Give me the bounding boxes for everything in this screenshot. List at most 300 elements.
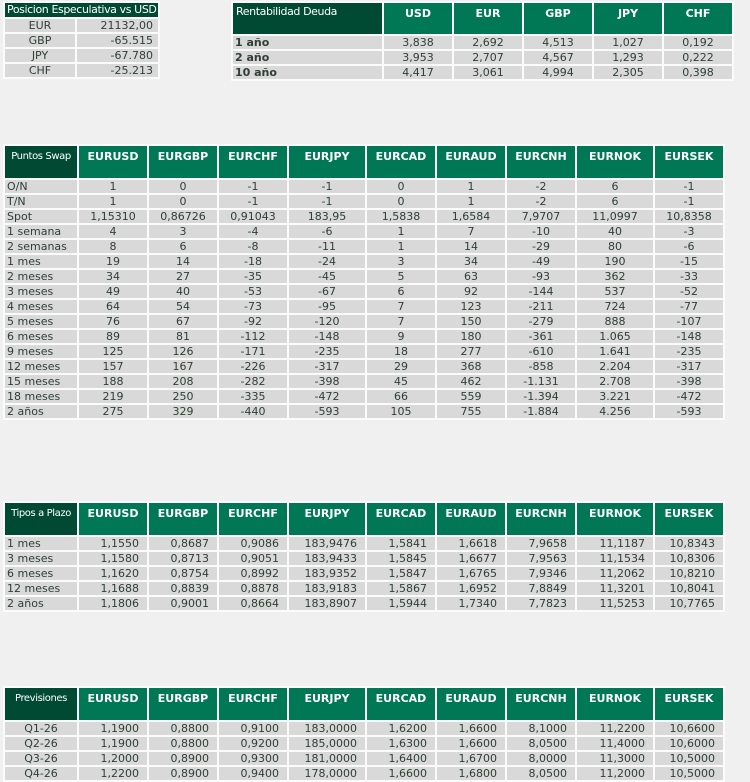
cell-value: 1,1620 bbox=[79, 567, 147, 580]
cell-value: 178,0000 bbox=[289, 767, 365, 780]
plazo-header-row bbox=[5, 503, 723, 535]
cell-value: 180 bbox=[437, 330, 505, 343]
cell-value: 2,707 bbox=[454, 51, 522, 64]
cell-value: 8,0500 bbox=[507, 737, 575, 750]
cell-value: -398 bbox=[289, 375, 365, 388]
cell-value: 1,6800 bbox=[437, 767, 505, 780]
cell-value: 1,5838 bbox=[367, 210, 435, 223]
table-row bbox=[5, 597, 723, 610]
cell-value: -282 bbox=[219, 375, 287, 388]
column-header: EURCHF bbox=[219, 688, 287, 720]
cell-value: 81 bbox=[149, 330, 217, 343]
cell-value: 1,5944 bbox=[367, 597, 435, 610]
row-label: 1 mes bbox=[5, 537, 77, 550]
cell-value: -6 bbox=[289, 225, 365, 238]
cell-value: 559 bbox=[437, 390, 505, 403]
cell-value: 3,061 bbox=[454, 66, 522, 79]
cell-value: -33 bbox=[655, 270, 723, 283]
cell-value: 2,692 bbox=[454, 36, 522, 49]
cell-value: 1,6600 bbox=[437, 737, 505, 750]
cell-value: 0,8800 bbox=[149, 737, 217, 750]
table-row bbox=[5, 285, 723, 298]
row-label: 2 meses bbox=[5, 270, 77, 283]
cell-value: 1 bbox=[79, 180, 147, 193]
cell-value: 10,8210 bbox=[655, 567, 723, 580]
cell-value: 92 bbox=[437, 285, 505, 298]
cell-value: 7 bbox=[437, 225, 505, 238]
cell-value: -15 bbox=[655, 255, 723, 268]
column-header: EURGBP bbox=[149, 146, 217, 178]
cell-value: 49 bbox=[79, 285, 147, 298]
cell-value: 11,1187 bbox=[577, 537, 653, 550]
cell-value: -171 bbox=[219, 345, 287, 358]
cell-value: 11,0997 bbox=[577, 210, 653, 223]
position-value: -67.780 bbox=[77, 49, 158, 62]
cell-value: 8,0000 bbox=[507, 752, 575, 765]
cell-value: 11,2062 bbox=[577, 567, 653, 580]
cell-value: 10,8343 bbox=[655, 537, 723, 550]
cell-value: 1,293 bbox=[594, 51, 662, 64]
cell-value: 4,994 bbox=[524, 66, 592, 79]
table-row bbox=[5, 552, 723, 565]
cell-value: 14 bbox=[437, 240, 505, 253]
cell-value: -95 bbox=[289, 300, 365, 313]
cell-value: -335 bbox=[219, 390, 287, 403]
cell-value: 150 bbox=[437, 315, 505, 328]
cell-value: 6 bbox=[149, 240, 217, 253]
row-label: Q2-26 bbox=[5, 737, 77, 750]
cell-value: 8,1000 bbox=[507, 722, 575, 735]
cell-value: 105 bbox=[367, 405, 435, 418]
table-row bbox=[5, 752, 723, 765]
cell-value: -112 bbox=[219, 330, 287, 343]
row-label: 9 meses bbox=[5, 345, 77, 358]
cell-value: 29 bbox=[367, 360, 435, 373]
table-row bbox=[233, 51, 732, 64]
cell-value: 27 bbox=[149, 270, 217, 283]
column-header: EURUSD bbox=[79, 146, 147, 178]
table-row bbox=[5, 767, 723, 780]
cell-value: 4.256 bbox=[577, 405, 653, 418]
column-header: EURJPY bbox=[289, 503, 365, 535]
table-row bbox=[5, 405, 723, 418]
cell-value: 219 bbox=[79, 390, 147, 403]
cell-value: 462 bbox=[437, 375, 505, 388]
cell-value: -67 bbox=[289, 285, 365, 298]
table-row bbox=[5, 270, 723, 283]
table-row bbox=[5, 345, 723, 358]
table-row bbox=[5, 330, 723, 343]
cell-value: -52 bbox=[655, 285, 723, 298]
cell-value: -317 bbox=[289, 360, 365, 373]
cell-value: 0 bbox=[367, 195, 435, 208]
column-header: EURNOK bbox=[577, 688, 653, 720]
cell-value: 14 bbox=[149, 255, 217, 268]
cell-value: 7,9658 bbox=[507, 537, 575, 550]
cell-value: 0,9086 bbox=[219, 537, 287, 550]
table-row bbox=[5, 582, 723, 595]
row-label: 6 meses bbox=[5, 567, 77, 580]
cell-value: -1 bbox=[655, 195, 723, 208]
cell-value: 183,9433 bbox=[289, 552, 365, 565]
row-label: 3 meses bbox=[5, 285, 77, 298]
table-row bbox=[5, 64, 158, 77]
cell-value: 11,2000 bbox=[577, 767, 653, 780]
row-label: O/N bbox=[5, 180, 77, 193]
cell-value: 1,027 bbox=[594, 36, 662, 49]
cell-value: -1 bbox=[219, 195, 287, 208]
table-row bbox=[5, 225, 723, 238]
table-row bbox=[5, 240, 723, 253]
cell-value: 1,6700 bbox=[437, 752, 505, 765]
puntos-swap-table bbox=[3, 144, 725, 420]
cell-value: -2 bbox=[507, 180, 575, 193]
cell-value: 1,6300 bbox=[367, 737, 435, 750]
column-header: EURAUD bbox=[437, 688, 505, 720]
column-header: EURCNH bbox=[507, 146, 575, 178]
cell-value: 0,8839 bbox=[149, 582, 217, 595]
cell-value: 10,8041 bbox=[655, 582, 723, 595]
cell-value: 89 bbox=[79, 330, 147, 343]
cell-value: -1.394 bbox=[507, 390, 575, 403]
table-row bbox=[5, 315, 723, 328]
cell-value: 10,8306 bbox=[655, 552, 723, 565]
row-label: 4 meses bbox=[5, 300, 77, 313]
column-header: JPY bbox=[594, 3, 662, 34]
column-header: EURUSD bbox=[79, 688, 147, 720]
cell-value: 0 bbox=[149, 180, 217, 193]
cell-value: 1,1550 bbox=[79, 537, 147, 550]
cell-value: -49 bbox=[507, 255, 575, 268]
column-header: CHF bbox=[664, 3, 732, 34]
cell-value: 1,6600 bbox=[367, 767, 435, 780]
cell-value: -858 bbox=[507, 360, 575, 373]
cell-value: -317 bbox=[655, 360, 723, 373]
cell-value: 0 bbox=[367, 180, 435, 193]
cell-value: 183,95 bbox=[289, 210, 365, 223]
row-label: 2 semanas bbox=[5, 240, 77, 253]
column-header: EURSEK bbox=[655, 146, 723, 178]
row-label: 2 años bbox=[5, 405, 77, 418]
cell-value: 80 bbox=[577, 240, 653, 253]
cell-value: 1,6677 bbox=[437, 552, 505, 565]
table-row bbox=[5, 300, 723, 313]
cell-value: -235 bbox=[289, 345, 365, 358]
currency-label: GBP bbox=[5, 34, 75, 47]
cell-value: 1,1688 bbox=[79, 582, 147, 595]
cell-value: 1,6618 bbox=[437, 537, 505, 550]
cell-value: -148 bbox=[289, 330, 365, 343]
cell-value: 188 bbox=[79, 375, 147, 388]
cell-value: 1,7340 bbox=[437, 597, 505, 610]
cell-value: -4 bbox=[219, 225, 287, 238]
cell-value: 3,953 bbox=[384, 51, 452, 64]
cell-value: 208 bbox=[149, 375, 217, 388]
table-row bbox=[233, 66, 732, 79]
row-label: 1 mes bbox=[5, 255, 77, 268]
cell-value: -35 bbox=[219, 270, 287, 283]
cell-value: 1 bbox=[367, 225, 435, 238]
cell-value: -18 bbox=[219, 255, 287, 268]
cell-value: -1.131 bbox=[507, 375, 575, 388]
cell-value: 183,9476 bbox=[289, 537, 365, 550]
cell-value: 7,9707 bbox=[507, 210, 575, 223]
row-label: 1 año bbox=[233, 36, 382, 49]
column-header: USD bbox=[384, 3, 452, 34]
cell-value: 250 bbox=[149, 390, 217, 403]
table-row bbox=[5, 567, 723, 580]
row-label: Q3-26 bbox=[5, 752, 77, 765]
cell-value: 7,7823 bbox=[507, 597, 575, 610]
cell-value: 125 bbox=[79, 345, 147, 358]
row-label: T/N bbox=[5, 195, 77, 208]
plazo-title: Tipos a Plazo bbox=[5, 503, 77, 535]
cell-value: -361 bbox=[507, 330, 575, 343]
rentabilidad-header-row bbox=[233, 3, 732, 34]
cell-value: 1.065 bbox=[577, 330, 653, 343]
row-label: 12 meses bbox=[5, 360, 77, 373]
cell-value: 4 bbox=[79, 225, 147, 238]
cell-value: 1 bbox=[79, 195, 147, 208]
cell-value: 7,9346 bbox=[507, 567, 575, 580]
cell-value: -24 bbox=[289, 255, 365, 268]
cell-value: -472 bbox=[289, 390, 365, 403]
cell-value: 10,7765 bbox=[655, 597, 723, 610]
cell-value: 11,3000 bbox=[577, 752, 653, 765]
row-label: Q1-26 bbox=[5, 722, 77, 735]
table-row bbox=[5, 195, 723, 208]
cell-value: 0,86726 bbox=[149, 210, 217, 223]
currency-label: CHF bbox=[5, 64, 75, 77]
cell-value: 0,8900 bbox=[149, 767, 217, 780]
column-header: EURCNH bbox=[507, 688, 575, 720]
cell-value: 9 bbox=[367, 330, 435, 343]
cell-value: 7 bbox=[367, 300, 435, 313]
cell-value: -1.884 bbox=[507, 405, 575, 418]
column-header: GBP bbox=[524, 3, 592, 34]
cell-value: 54 bbox=[149, 300, 217, 313]
cell-value: 3.221 bbox=[577, 390, 653, 403]
column-header: EURAUD bbox=[437, 146, 505, 178]
cell-value: -93 bbox=[507, 270, 575, 283]
row-label: 12 meses bbox=[5, 582, 77, 595]
cell-value: 181,0000 bbox=[289, 752, 365, 765]
cell-value: 8,0500 bbox=[507, 767, 575, 780]
cell-value: 1,5841 bbox=[367, 537, 435, 550]
cell-value: 2.204 bbox=[577, 360, 653, 373]
row-label: 2 año bbox=[233, 51, 382, 64]
cell-value: -45 bbox=[289, 270, 365, 283]
row-label: 18 meses bbox=[5, 390, 77, 403]
cell-value: 34 bbox=[437, 255, 505, 268]
cell-value: -472 bbox=[655, 390, 723, 403]
cell-value: 0,8754 bbox=[149, 567, 217, 580]
cell-value: 183,8907 bbox=[289, 597, 365, 610]
cell-value: 0,8800 bbox=[149, 722, 217, 735]
cell-value: 190 bbox=[577, 255, 653, 268]
table-row bbox=[233, 36, 732, 49]
cell-value: -398 bbox=[655, 375, 723, 388]
cell-value: 1,1900 bbox=[79, 737, 147, 750]
previsiones-title: Previsiones bbox=[5, 688, 77, 720]
table-row bbox=[5, 722, 723, 735]
cell-value: 40 bbox=[149, 285, 217, 298]
cell-value: 185,0000 bbox=[289, 737, 365, 750]
cell-value: -593 bbox=[289, 405, 365, 418]
plazo-body bbox=[5, 537, 723, 610]
cell-value: 275 bbox=[79, 405, 147, 418]
cell-value: 724 bbox=[577, 300, 653, 313]
cell-value: 157 bbox=[79, 360, 147, 373]
cell-value: 0,8664 bbox=[219, 597, 287, 610]
cell-value: 123 bbox=[437, 300, 505, 313]
table-row bbox=[5, 255, 723, 268]
column-header: EURCAD bbox=[367, 146, 435, 178]
column-header: EURCNH bbox=[507, 503, 575, 535]
cell-value: 10,5000 bbox=[655, 767, 723, 780]
cell-value: -1 bbox=[289, 180, 365, 193]
table-row bbox=[5, 49, 158, 62]
cell-value: 1 bbox=[367, 240, 435, 253]
cell-value: 11,1534 bbox=[577, 552, 653, 565]
cell-value: 0,8687 bbox=[149, 537, 217, 550]
column-header: EURJPY bbox=[289, 688, 365, 720]
position-value: 21132,00 bbox=[77, 19, 158, 32]
cell-value: 0,8992 bbox=[219, 567, 287, 580]
posicion-title: Posicion Especulativa vs USD bbox=[7, 3, 157, 16]
previsiones-table bbox=[3, 686, 725, 782]
rentabilidad-title: Rentabilidad Deuda bbox=[233, 3, 382, 34]
cell-value: -279 bbox=[507, 315, 575, 328]
cell-value: 11,4000 bbox=[577, 737, 653, 750]
column-header: EURUSD bbox=[79, 503, 147, 535]
cell-value: -593 bbox=[655, 405, 723, 418]
cell-value: 3 bbox=[149, 225, 217, 238]
cell-value: 8 bbox=[79, 240, 147, 253]
cell-value: 1,6200 bbox=[367, 722, 435, 735]
cell-value: 7,8849 bbox=[507, 582, 575, 595]
cell-value: 7,9563 bbox=[507, 552, 575, 565]
row-label: Spot bbox=[5, 210, 77, 223]
cell-value: 1,6765 bbox=[437, 567, 505, 580]
cell-value: 2,305 bbox=[594, 66, 662, 79]
cell-value: 1,5847 bbox=[367, 567, 435, 580]
currency-label: JPY bbox=[5, 49, 75, 62]
cell-value: 0,9051 bbox=[219, 552, 287, 565]
column-header: EURJPY bbox=[289, 146, 365, 178]
cell-value: 1,5845 bbox=[367, 552, 435, 565]
column-header: EURCAD bbox=[367, 503, 435, 535]
cell-value: 45 bbox=[367, 375, 435, 388]
cell-value: 64 bbox=[79, 300, 147, 313]
cell-value: 10,6600 bbox=[655, 722, 723, 735]
row-label: 5 meses bbox=[5, 315, 77, 328]
cell-value: 0,192 bbox=[664, 36, 732, 49]
column-header: EURCAD bbox=[367, 688, 435, 720]
cell-value: 4,417 bbox=[384, 66, 452, 79]
cell-value: 0,8878 bbox=[219, 582, 287, 595]
cell-value: 0,9300 bbox=[219, 752, 287, 765]
cell-value: 183,9352 bbox=[289, 567, 365, 580]
row-label: 6 meses bbox=[5, 330, 77, 343]
cell-value: 7 bbox=[367, 315, 435, 328]
cell-value: -148 bbox=[655, 330, 723, 343]
cell-value: -1 bbox=[289, 195, 365, 208]
table-row bbox=[5, 375, 723, 388]
cell-value: -77 bbox=[655, 300, 723, 313]
cell-value: 5 bbox=[367, 270, 435, 283]
cell-value: 11,3201 bbox=[577, 582, 653, 595]
cell-value: 0,9400 bbox=[219, 767, 287, 780]
table-row bbox=[5, 737, 723, 750]
cell-value: -235 bbox=[655, 345, 723, 358]
cell-value: 183,0000 bbox=[289, 722, 365, 735]
cell-value: -8 bbox=[219, 240, 287, 253]
cell-value: 10,5000 bbox=[655, 752, 723, 765]
column-header: EURSEK bbox=[655, 688, 723, 720]
cell-value: 18 bbox=[367, 345, 435, 358]
cell-value: -6 bbox=[655, 240, 723, 253]
cell-value: 10,8358 bbox=[655, 210, 723, 223]
cell-value: 368 bbox=[437, 360, 505, 373]
cell-value: -120 bbox=[289, 315, 365, 328]
cell-value: 0,9200 bbox=[219, 737, 287, 750]
currency-label: EUR bbox=[5, 19, 75, 32]
cell-value: -10 bbox=[507, 225, 575, 238]
cell-value: 1 bbox=[437, 180, 505, 193]
swap-header-row bbox=[5, 146, 723, 178]
cell-value: 0,9001 bbox=[149, 597, 217, 610]
row-label: 15 meses bbox=[5, 375, 77, 388]
cell-value: 6 bbox=[577, 195, 653, 208]
cell-value: 2.708 bbox=[577, 375, 653, 388]
row-label: 1 semana bbox=[5, 225, 77, 238]
cell-value: 4,513 bbox=[524, 36, 592, 49]
cell-value: 66 bbox=[367, 390, 435, 403]
cell-value: 11,2200 bbox=[577, 722, 653, 735]
cell-value: -1 bbox=[655, 180, 723, 193]
posicion-body bbox=[5, 19, 158, 77]
column-header: EURSEK bbox=[655, 503, 723, 535]
cell-value: 755 bbox=[437, 405, 505, 418]
table-row bbox=[5, 390, 723, 403]
table-row bbox=[5, 34, 158, 47]
cell-value: 888 bbox=[577, 315, 653, 328]
cell-value: 34 bbox=[79, 270, 147, 283]
cell-value: 1 bbox=[437, 195, 505, 208]
cell-value: 0,91043 bbox=[219, 210, 287, 223]
cell-value: 537 bbox=[577, 285, 653, 298]
cell-value: 1,5867 bbox=[367, 582, 435, 595]
cell-value: -144 bbox=[507, 285, 575, 298]
column-header: EUR bbox=[454, 3, 522, 34]
cell-value: 11,5253 bbox=[577, 597, 653, 610]
cell-value: 4,567 bbox=[524, 51, 592, 64]
cell-value: 126 bbox=[149, 345, 217, 358]
row-label: 10 año bbox=[233, 66, 382, 79]
position-value: -65.515 bbox=[77, 34, 158, 47]
column-header: EURNOK bbox=[577, 503, 653, 535]
cell-value: 0,222 bbox=[664, 51, 732, 64]
cell-value: 277 bbox=[437, 345, 505, 358]
column-header: EURCHF bbox=[219, 503, 287, 535]
cell-value: 67 bbox=[149, 315, 217, 328]
table-row bbox=[5, 210, 723, 223]
cell-value: -29 bbox=[507, 240, 575, 253]
swap-body bbox=[5, 180, 723, 418]
row-label: Q4-26 bbox=[5, 767, 77, 780]
cell-value: 0,9100 bbox=[219, 722, 287, 735]
